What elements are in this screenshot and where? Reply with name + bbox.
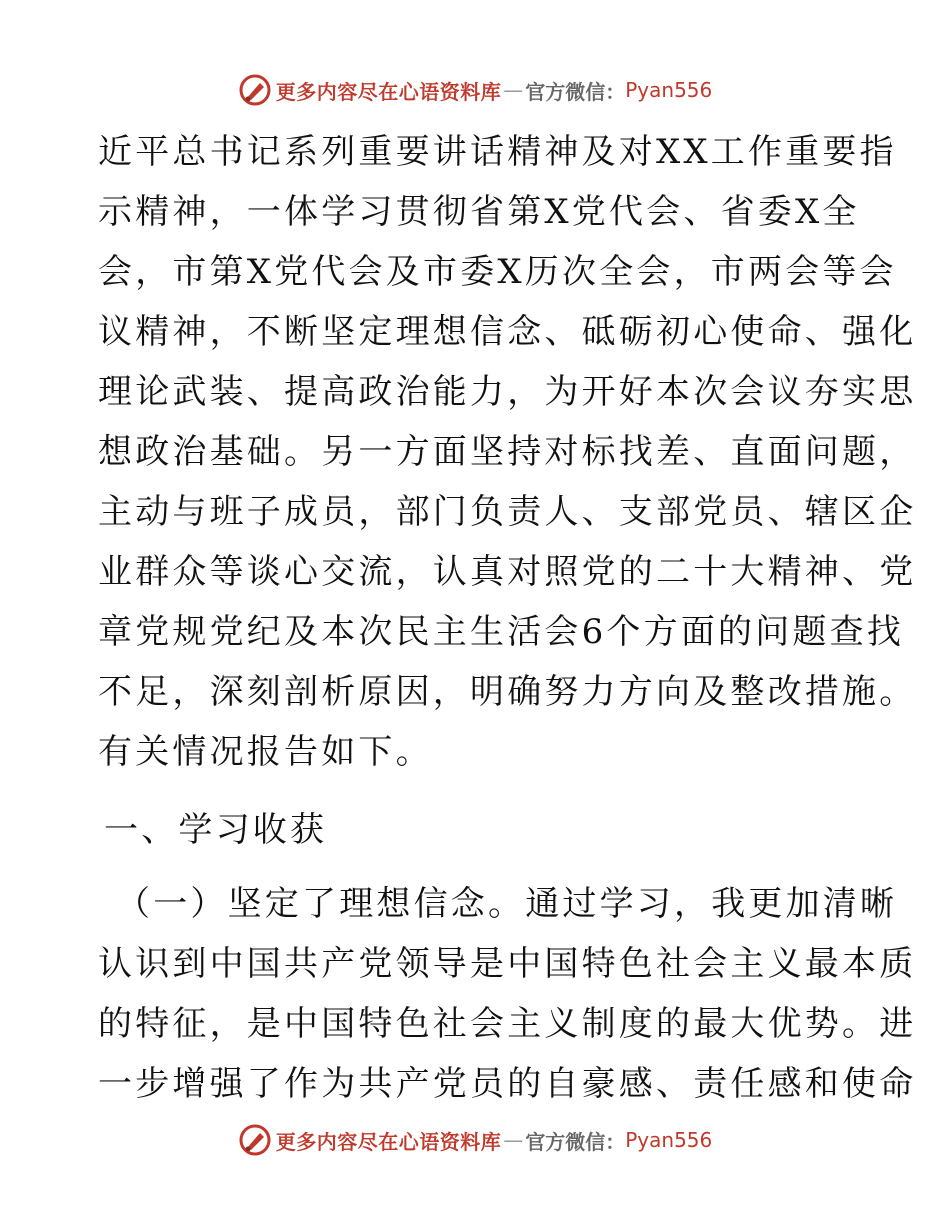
banner-wechat-id: Pyan556 xyxy=(625,1128,713,1152)
body-line: 近平总书记系列重要讲话精神及对XX工作重要指 xyxy=(98,132,897,172)
section-line: 的特征，是中国特色社会主义制度的最大优势。进 xyxy=(98,1004,917,1044)
body-line: 议精神，不断坚定理想信念、砥砺初心使命、强化 xyxy=(98,312,917,352)
body-line: 章党规党纪及本次民主生活会6个方面的问题查找 xyxy=(98,612,905,652)
body-line: 理论武装、提高政治能力，为开好本次会议夯实思 xyxy=(98,372,917,412)
body-line: 有关情况报告如下。 xyxy=(98,732,433,772)
section-line: （一）坚定了理想信念。通过学习，我更加清晰 xyxy=(116,884,898,924)
banner-slogan: 更多内容尽在心语资料库 xyxy=(275,1129,502,1154)
section-line: 一步增强了作为共产党员的自豪感、责任感和使命 xyxy=(98,1064,917,1104)
pen-nib-logo-icon xyxy=(238,1123,272,1157)
banner-wechat-id: Pyan556 xyxy=(625,78,713,102)
section-heading: 一、学习收获 xyxy=(104,810,328,850)
body-line: 主动与班子成员，部门负责人、支部党员、辖区企 xyxy=(98,492,917,532)
header-banner xyxy=(0,70,950,110)
footer-banner xyxy=(0,1120,950,1160)
body-line: 示精神，一体学习贯彻省第X党代会、省委X全 xyxy=(98,192,860,232)
body-line: 想政治基础。另一方面坚持对标找差、直面问题， xyxy=(98,432,917,472)
body-line: 不足，深刻剖析原因，明确努力方向及整改措施。 xyxy=(98,672,917,712)
banner-wechat-label: 官方微信： xyxy=(525,79,626,104)
banner-wechat-label: 官方微信： xyxy=(525,1129,626,1154)
document-body xyxy=(98,122,917,1114)
body-line: 会，市第X党代会及市委X历次全会，市两会等会 xyxy=(98,252,897,292)
section-line: 认识到中国共产党领导是中国特色社会主义最本质 xyxy=(98,944,917,984)
banner-dash: — xyxy=(503,1128,524,1152)
banner-dash: — xyxy=(503,78,524,102)
banner-slogan: 更多内容尽在心语资料库 xyxy=(275,79,502,104)
pen-nib-logo-icon xyxy=(238,73,272,107)
body-line: 业群众等谈心交流，认真对照党的二十大精神、党 xyxy=(98,552,917,592)
